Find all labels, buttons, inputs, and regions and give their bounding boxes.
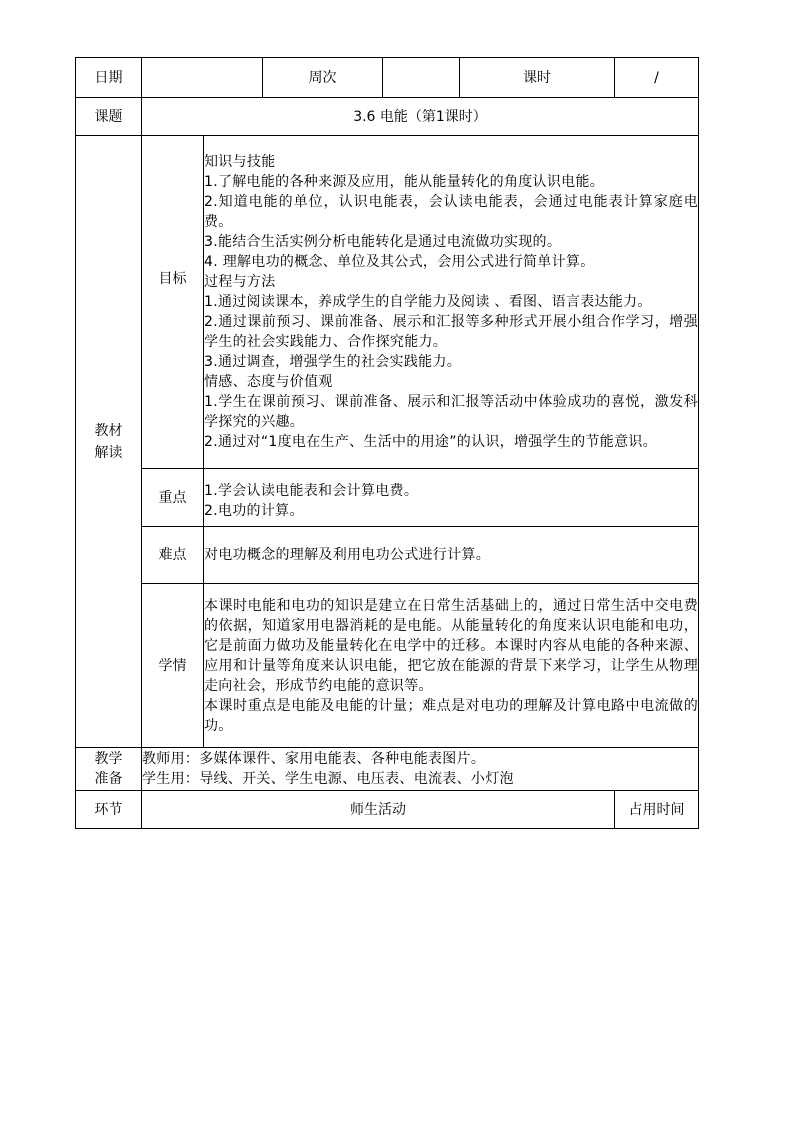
- goals-line: 2.通过对“1度电在生产、生活中的用途”的认识，增强学生的节能意识。: [204, 434, 657, 450]
- learner-paragraph: 本课时重点是电能及电能的计量；难点是对电功的理解及计算电路中电流做的功。: [204, 697, 698, 734]
- analysis-label-line1: 教材: [94, 422, 123, 439]
- preparation-label: [76, 748, 142, 791]
- preparation-content: [142, 748, 699, 791]
- goals-line: 2.通过课前预习、课前准备、展示和汇报等多种形式开展小组合作学习，增强学生的社会实践能力、合作探究能力。: [204, 314, 698, 350]
- learner-label: 学情: [142, 584, 204, 748]
- key-points-row: [76, 469, 699, 527]
- difficulties-content: [204, 527, 699, 584]
- key-points-content: [204, 469, 699, 527]
- teacher-materials: 教师用：多媒体课件、家用电能表、各种电能表图片。: [142, 751, 486, 767]
- date-value: [142, 58, 263, 98]
- goals-line: 1.通过阅读课本，养成学生的自学能力及阅读 、看图、语言表达能力。: [204, 294, 652, 310]
- goals-line: 3.通过调查，增强学生的社会实践能力。: [204, 354, 462, 370]
- preparation-label-line1: 教学: [94, 751, 123, 767]
- goals-line: 1.了解电能的各种来源及应用，能从能量转化的角度认识电能。: [204, 174, 605, 190]
- key-point-line: 1.学会认读电能表和会计算电费。: [204, 482, 419, 499]
- topic-value: 3.6 电能（第1课时）: [142, 98, 699, 136]
- goals-content: [204, 136, 699, 469]
- period-value: /: [615, 58, 699, 98]
- week-value: [383, 58, 460, 98]
- process-header-row: [76, 791, 699, 829]
- stage-label: 环节: [76, 791, 142, 829]
- key-point-line: 2.电功的计算。: [204, 502, 304, 519]
- header-row: [76, 58, 699, 98]
- topic-label: 课题: [76, 98, 142, 136]
- learner-row: [76, 584, 699, 748]
- preparation-row: [76, 748, 699, 791]
- goals-row: [76, 136, 699, 469]
- week-label: 周次: [263, 58, 383, 98]
- learner-paragraph: 本课时电能和电功的知识是建立在日常生活基础上的，通过日常生活中交电费的依据，知道家用电器消耗的是电能。从能量转化的角度来认识电能和电功，它是前面力做功及能量转化在电学中的迁移。本课时内容从电能的各种来源、应用和计量等角度来认识电能，把它放在能源的背景下来学习，让学生从物理走向社会，形成节约电能的意识等。: [204, 597, 698, 694]
- learner-content: [204, 584, 699, 748]
- difficulties-row: [76, 527, 699, 584]
- goals-line: 情感、态度与价值观: [204, 374, 333, 390]
- difficulties-label: 难点: [142, 527, 204, 584]
- goals-label: [142, 136, 204, 469]
- goals-line: 知识与技能: [204, 154, 276, 170]
- activity-label: 师生活动: [142, 791, 615, 829]
- goals-line: 过程与方法: [204, 274, 276, 290]
- period-label: 课时: [460, 58, 615, 98]
- analysis-label: [76, 136, 142, 748]
- date-label: 日期: [76, 58, 142, 98]
- student-materials: 学生用：导线、开关、学生电源、电压表、电流表、小灯泡: [142, 771, 514, 787]
- analysis-label-line2: 解读: [94, 444, 123, 461]
- goals-line: 3.能结合生活实例分析电能转化是通过电流做功实现的。: [204, 234, 562, 250]
- preparation-label-line2: 准备: [94, 771, 123, 787]
- goals-line: 1.学生在课前预习、课前准备、展示和汇报等活动中体验成功的喜悦，激发科学探究的兴趣。: [204, 394, 698, 430]
- goals-line: 2.知道电能的单位，认识电能表，会认读电能表，会通过电能表计算家庭电费。: [204, 194, 698, 230]
- goals-line: 4. 理解电功的概念、单位及其公式，会用公式进行简单计算。: [204, 254, 595, 270]
- difficulty-line: 对电功概念的理解及利用电功公式进行计算。: [204, 547, 490, 563]
- goals-label-text: 目标: [158, 271, 187, 287]
- key-points-label: 重点: [142, 469, 204, 527]
- topic-row: [76, 98, 699, 136]
- time-label: 占用时间: [615, 791, 699, 829]
- lesson-plan-table: [75, 57, 699, 829]
